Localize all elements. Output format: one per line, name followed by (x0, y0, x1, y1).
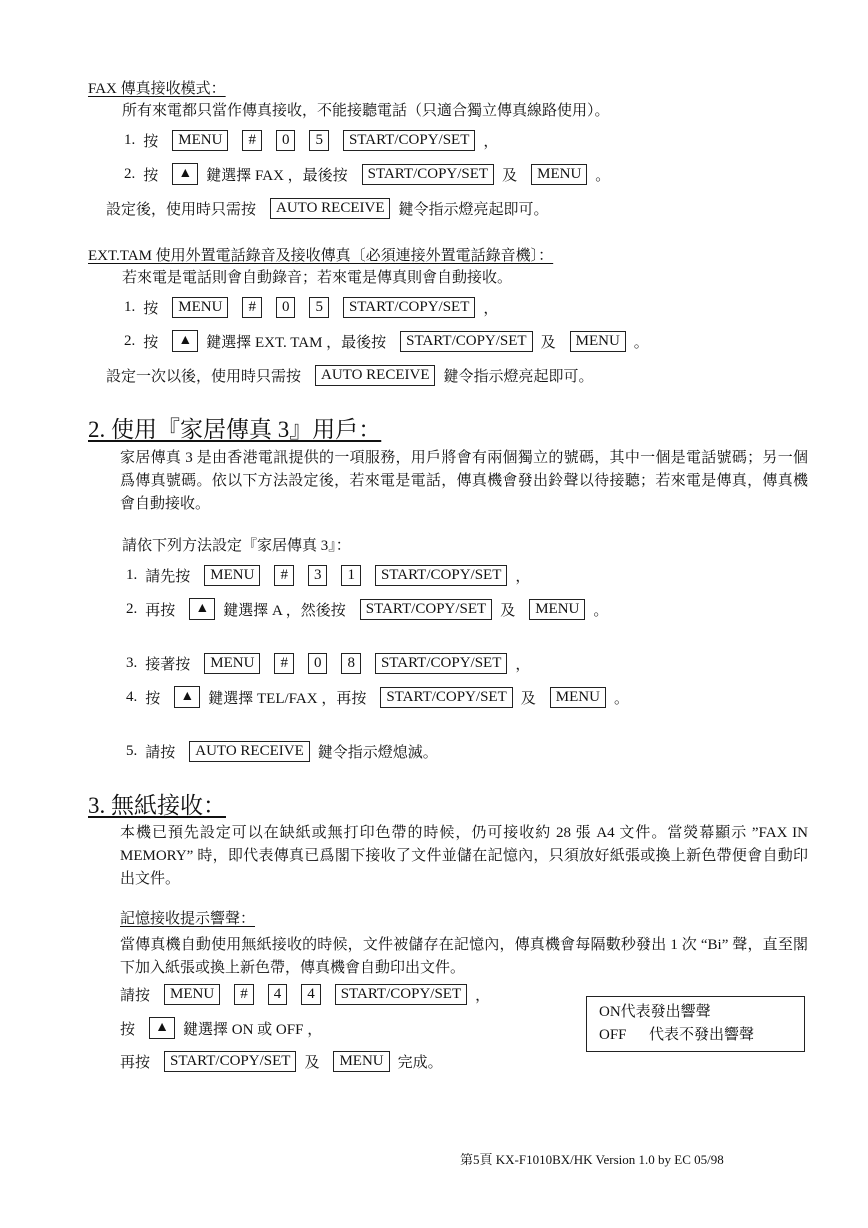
page-footer: 第5頁 KX-F1010BX/HK Version 1.0 by EC 05/98 (460, 1152, 724, 1167)
after-text-2: 鍵令指示燈亮起即可。 (398, 202, 549, 218)
memory-alert-paragraph: 當傳真機自動使用無紙接收的時候，文件被儲存在記憶內，傳真機會每隔數秒發出 1 次 “Bi” 聲，直至閣下加入紙張或換上新色帶，傳真機會自動印出文件。 (120, 937, 808, 976)
hash-key: # (242, 130, 262, 151)
step-number: 2. (126, 600, 138, 617)
start-copy-set-key: START/COPY/SET (335, 984, 467, 1005)
memory-alert-title: 記憶接收提示響聲： (120, 911, 256, 927)
menu-key: MENU (172, 297, 228, 318)
up-arrow-icon: ▲ (174, 686, 200, 708)
step-end: 。 (633, 334, 649, 351)
step-press: 按 (143, 134, 159, 150)
step-press: 按 (145, 690, 161, 707)
s2-step-5 (126, 741, 446, 762)
fax-mode-desc: 所有來電都只當作傳真接收，不能接聽電話（只適合獨立傳真線路使用）。 (122, 103, 610, 119)
up-arrow-icon: ▲ (189, 598, 215, 620)
step-tail: ， (483, 134, 499, 150)
and-text: 及 (520, 690, 536, 707)
step-press: 按 (143, 301, 159, 317)
hash-key: # (234, 984, 254, 1005)
fax-step-2 (124, 163, 618, 185)
digit-key: 5 (309, 297, 329, 318)
start-copy-set-key: START/COPY/SET (375, 565, 507, 586)
start-copy-set-key: START/COPY/SET (375, 653, 507, 674)
hash-key: # (242, 297, 262, 318)
fax-after (106, 198, 557, 219)
digit-key: 0 (308, 653, 328, 674)
section-3-paragraph: 本機已預先設定可以在缺紙或無打印色帶的時候，仍可接收約 28 張 A4 文件。當熒幕顯示 ”FAX IN MEMORY” 時，即代表傳真已爲閣下接收了文件並儲在記憶內，只須放好紙張或換上新色帶便會自動印出文件。 (120, 825, 808, 887)
auto-receive-key: AUTO RECEIVE (270, 198, 390, 219)
after-text: 設定後，使用時只需按 (106, 202, 257, 218)
step-number: 5. (126, 743, 138, 759)
note-off: OFF 代表不發出響聲 (599, 1027, 755, 1043)
digit-key: 0 (276, 130, 296, 151)
step-tail: ， (515, 569, 531, 585)
tam-after (106, 365, 602, 386)
s3-row-2 (120, 1017, 330, 1039)
digit-key: 3 (308, 565, 328, 586)
step-press: 請按 (120, 988, 151, 1004)
start-copy-set-key: START/COPY/SET (362, 164, 494, 185)
s2-step-1 (126, 565, 538, 586)
tam-step-2 (124, 330, 657, 352)
start-copy-set-key: START/COPY/SET (380, 687, 512, 708)
step-press: 請按 (145, 745, 176, 761)
and-text: 及 (502, 167, 518, 184)
after-text: 設定一次以後，使用時只需按 (106, 369, 302, 385)
step-text: 鍵選擇 TEL/FAX ，再按 (208, 690, 367, 707)
start-copy-set-key: START/COPY/SET (360, 599, 492, 620)
step-number: 1. (124, 299, 136, 315)
step-text: 鍵選擇 ON 或 OFF ， (183, 1021, 323, 1038)
step-press: 按 (143, 334, 159, 351)
hash-key: # (274, 653, 294, 674)
step-number: 1. (124, 132, 136, 148)
digit-key: 5 (309, 130, 329, 151)
step-end: 。 (595, 167, 611, 184)
step-number: 2. (124, 165, 136, 182)
up-arrow-icon: ▲ (149, 1017, 175, 1039)
up-arrow-icon: ▲ (172, 330, 198, 352)
hash-key: # (274, 565, 294, 586)
section-3-heading: 3. 無紙接收： (88, 793, 226, 818)
step-end: 。 (593, 602, 609, 619)
start-copy-set-key: START/COPY/SET (343, 130, 475, 151)
step-press: 請先按 (145, 569, 191, 585)
menu-key: MENU (550, 687, 606, 708)
digit-key: 4 (301, 984, 321, 1005)
menu-key: MENU (204, 565, 260, 586)
section-2-paragraph: 家居傳真 3 是由香港電訊提供的一項服務，用戶將會有兩個獨立的號碼，其中一個是電話號碼；另一個爲傳真號碼。依以下方法設定後，若來電是電話，傳真機會發出鈴聲以待接聽；若來電是傳真，傳真機會自動接收。 (120, 450, 808, 512)
digit-key: 1 (341, 565, 361, 586)
section-2-intro: 請依下列方法設定『家居傳真 3』： (122, 538, 351, 554)
and-text: 及 (500, 602, 516, 619)
step-end: 完成。 (397, 1055, 443, 1071)
step-press: 按 (120, 1021, 136, 1038)
step-press: 再按 (120, 1055, 151, 1071)
tam-step-1 (124, 297, 506, 318)
s3-row-3 (120, 1051, 451, 1072)
step-number: 2. (124, 332, 136, 349)
tam-mode-desc: 若來電是電話則會自動錄音；若來電是傳真則會自動接收。 (122, 270, 513, 286)
menu-key: MENU (529, 599, 585, 620)
and-text: 及 (304, 1055, 320, 1071)
step-tail: ， (515, 657, 531, 673)
and-text: 及 (540, 334, 556, 351)
step-end: 。 (613, 690, 629, 707)
menu-key: MENU (172, 130, 228, 151)
up-arrow-icon: ▲ (172, 163, 198, 185)
step-text: 鍵選擇 A ，然後按 (223, 602, 346, 619)
menu-key: MENU (531, 164, 587, 185)
start-copy-set-key: START/COPY/SET (343, 297, 475, 318)
step-press: 按 (143, 167, 159, 184)
note-on: ON代表發出響聲 (599, 1004, 711, 1020)
menu-key: MENU (333, 1051, 389, 1072)
step-text: 鍵選擇 EXT. TAM ，最後按 (206, 334, 387, 351)
step-text: 鍵選擇 FAX ，最後按 (206, 167, 348, 184)
start-copy-set-key: START/COPY/SET (400, 331, 532, 352)
auto-receive-key: AUTO RECEIVE (315, 365, 435, 386)
tam-mode-title: EXT.TAM 使用外置電話錄音及接收傳真〔必須連接外置電話錄音機〕： (88, 248, 554, 264)
step-press: 再按 (145, 602, 176, 619)
start-copy-set-key: START/COPY/SET (164, 1051, 296, 1072)
after-text-2: 鍵令指示燈亮起即可。 (443, 369, 594, 385)
s2-step-4 (126, 686, 637, 708)
digit-key: 0 (276, 297, 296, 318)
fax-step-1 (124, 130, 506, 151)
step-press: 接著按 (145, 657, 191, 673)
menu-key: MENU (204, 653, 260, 674)
step-number: 1. (126, 567, 138, 583)
s2-step-3 (126, 653, 538, 674)
step-tail: ， (483, 301, 499, 317)
s3-row-1 (120, 984, 498, 1005)
menu-key: MENU (570, 331, 626, 352)
digit-key: 8 (341, 653, 361, 674)
step-end: 鍵令指示燈熄滅。 (317, 745, 438, 761)
fax-mode-title: FAX 傳真接收模式： (88, 81, 226, 97)
section-2-heading: 2. 使用『家居傳真 3』用戶： (88, 417, 382, 442)
step-number: 4. (126, 688, 138, 705)
step-number: 3. (126, 655, 138, 671)
auto-receive-key: AUTO RECEIVE (189, 741, 309, 762)
s2-step-2 (126, 598, 616, 620)
menu-key: MENU (164, 984, 220, 1005)
on-off-note-box (586, 996, 805, 1052)
digit-key: 4 (268, 984, 288, 1005)
step-tail: ， (475, 988, 491, 1004)
